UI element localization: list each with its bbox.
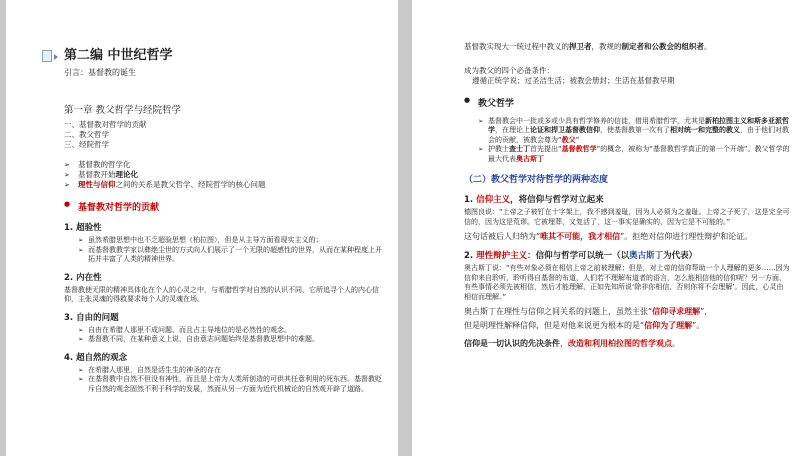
- final-line: 信仰是一切认识的先决条件，改造和利用柏拉图的哲学观点。: [464, 339, 680, 348]
- item-summary: 这句话被后人归纳为“唯其不可能，我才相信”。拒绝对信仰进行理性辩护和论证。: [464, 232, 753, 241]
- arrow-item: ➢ 理性与信仰之间的关系是教父哲学、经院哲学的核心问题: [64, 180, 384, 190]
- toc-item: 三、经院哲学: [64, 140, 109, 149]
- item-paragraph: 德图良说：“上帝之子被钉在十字架上，我不感到羞耻，因为人必须为之羞耻。上帝之子死了，这是完全可信的，因为这是荒谬。它被埋葬，又复活了，这一事实是确实的，因为它是不可能的。”: [464, 208, 790, 226]
- list-item: ➢ 虽然希腊思想中也不乏超验思想（柏拉图），但是从主导方面看现实主义的；: [78, 236, 384, 246]
- intro-line: 引言：基督教的诞生: [64, 68, 136, 77]
- list-item: ➢ 护教士查士丁首先提出“基督教哲学”的概念，被称为“基督教哲学真正的第一个开端”。教父哲学的最大代表奥古斯丁: [478, 145, 790, 164]
- item-summary: 但是明理性解释信仰，但是对他来说更为根本的是“信仰为了理解”。: [464, 321, 705, 330]
- item-title: 2. 理性辩护主义：信仰与哲学可以统一（以奥古斯丁为代表）: [464, 251, 698, 261]
- subsection-title: （二）教父哲学对待哲学的两种态度: [464, 175, 609, 185]
- section-title: 1. 超验性: [64, 223, 102, 233]
- list-item: ➢ 而基督教教学家以彝绝尘世的方式向人们展示了一个无限的超感性的世界，从而在某种程度上开拓并丰富了人类的精神世界。: [78, 246, 384, 265]
- bullet-list: [464, 117, 790, 165]
- toc-item: 二、教父哲学: [64, 130, 109, 139]
- document-icon[interactable]: [42, 50, 52, 62]
- document-page-left: [6, 0, 398, 456]
- section-list: [64, 366, 384, 395]
- item-summary: 奥古斯丁在理性与信仰之间关系的问题上，虽然主张“信仰寻求理解”，: [464, 307, 713, 316]
- list-item: ➢ 基督教不同，在某种意义上说，自由意志问题始终是基督教思想中的难题。: [78, 335, 384, 345]
- item-paragraph: 奥古斯丁说：“有些对象必须在相信上帝之前被理解；但是，对上帝的信仰帮助一个人理解的更多……因为信仰来自聆听，聆听得自基督的布道，人们若不理解布道者的语言，怎么能相信他的信仰呢？另一方面，有些事情必须先被相信，然后才能理解，正如先知所说‘除非你相信，否则你将不会理解’。因此，心灵由相信而理解。”: [464, 264, 790, 301]
- section-heading: ● 基督教对哲学的贡献: [64, 200, 384, 213]
- chapter-title: 第一章 教父哲学与经院哲学: [64, 105, 182, 116]
- conditions-text: 遵循正统学说；过圣洁生活；被教会册封；生活在基督教早期: [472, 75, 675, 85]
- section-list: [64, 326, 384, 345]
- list-item: ➢ 在希腊人那里，自然是活生生的神圣的存在: [78, 366, 384, 376]
- toc-list: [64, 120, 384, 150]
- item-title: 1. 信仰主义，将信仰与哲学对立起来: [464, 195, 604, 205]
- arrow-item: ➢ 基督教的哲学化: [64, 160, 384, 170]
- document-page-right: [412, 0, 800, 456]
- arrow-item: ➢ 基督教开始理论化: [64, 170, 384, 180]
- section-title: 3. 自由的问题: [64, 312, 119, 323]
- list-item: ➢ 基督教会中一批或多或少具有哲学修养的信徒，借用希腊哲学，尤其是新柏拉图主义和斯多亚派哲学，在理论上论证和捍卫基督教信仰，使基督教第一次有了相对统一和完整的教义，由于他们对教会的贡献，被教会尊为“教父”: [478, 117, 790, 146]
- part-title: 第二编 中世纪哲学: [64, 48, 173, 63]
- section-title: 4. 超自然的观念: [64, 352, 128, 363]
- bullet-heading: ● 教父哲学: [464, 96, 790, 109]
- top-line: 基督教实现大一统过程中教义的捍卫者，教规的制定者和公教会的组织者。: [464, 42, 712, 51]
- toc-item: 一、基督教对哲学的贡献: [64, 120, 147, 129]
- arrow-list: [64, 160, 384, 190]
- section-list: [64, 236, 384, 265]
- page-gutter: [398, 0, 412, 456]
- list-item: ➢ 自由在希腊人那里不成问题，而且占主导地位的是必然性的观念。: [78, 326, 384, 336]
- section-title: 2. 内在性: [64, 272, 102, 283]
- conditions-title: 成为教父的四个必备条件：: [464, 65, 554, 75]
- list-item: ➢ 在基督教中自然不但没有神性，而且是上帝为人类所创造的可供其任意利用的死东西。基督教贬斥自然的观念固然不利于科学的发展，然而从另一方面为近代机械论的自然观开辟了道路。: [78, 375, 384, 394]
- section-paragraph: 基督教使无限的精神具体化在个人的心灵之中，与希腊哲学对自然的认识不同，它所追寻个人的内心信仰，主张灵魂的得救要求每个人的灵魂在场。: [64, 285, 379, 303]
